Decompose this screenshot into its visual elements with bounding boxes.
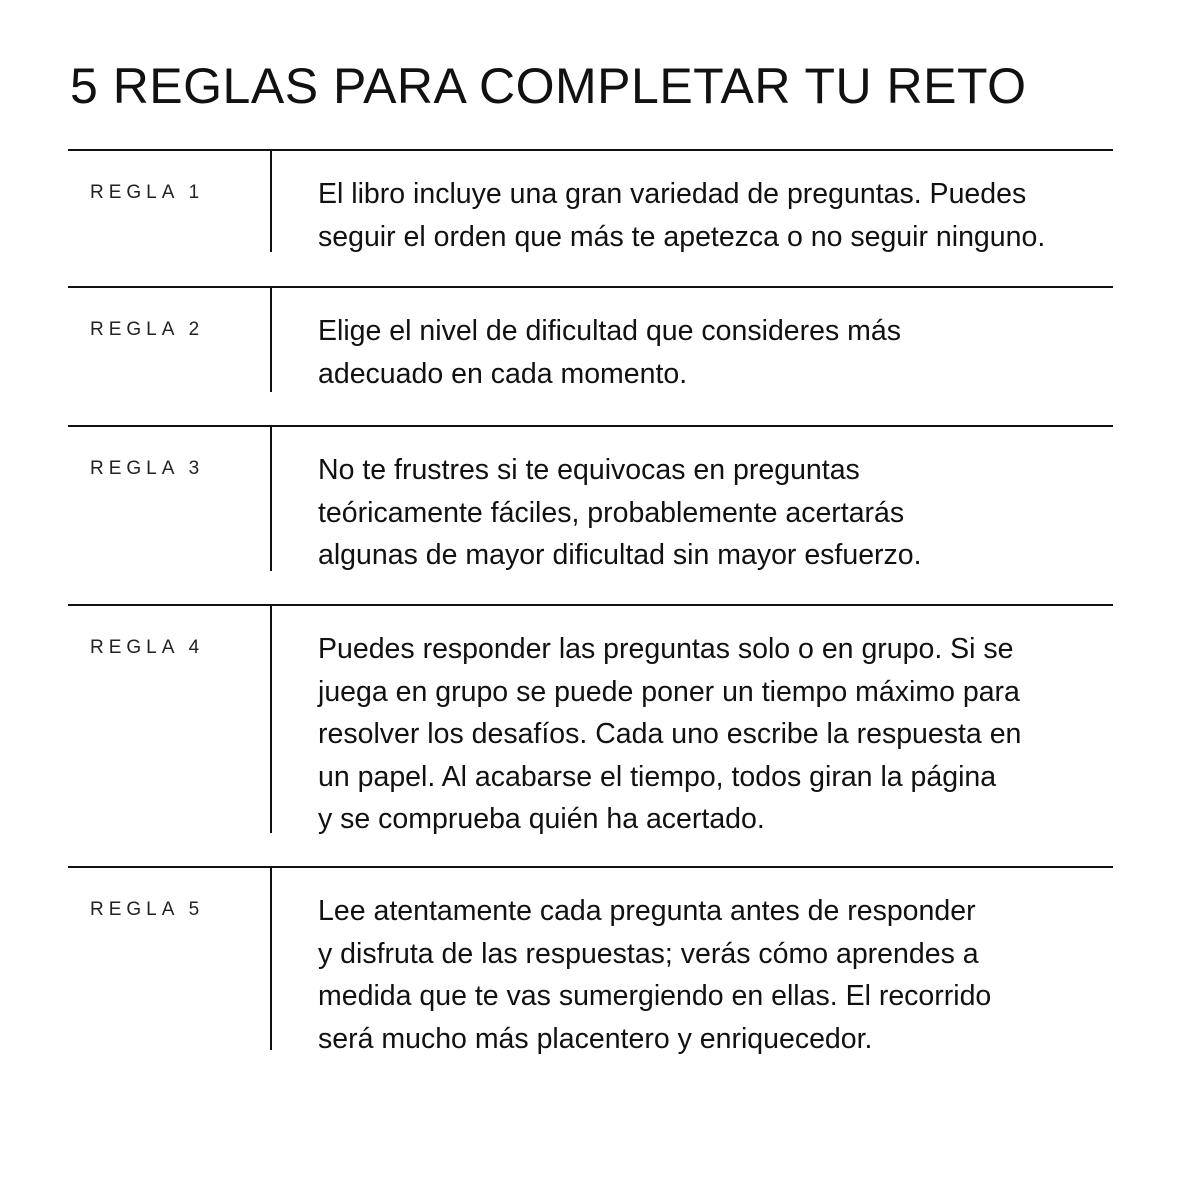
column-divider bbox=[270, 868, 272, 1050]
rule-text bbox=[318, 310, 1108, 395]
column-divider bbox=[270, 151, 272, 252]
rule-row-5 bbox=[68, 868, 1113, 1055]
rule-text-line: No te frustres si te equivocas en preguntas bbox=[318, 454, 860, 486]
rule-text-line: adecuado en cada momento. bbox=[318, 357, 688, 390]
rule-text-line: seguir el orden que más te apetezca o no seguir ninguno. bbox=[318, 220, 1046, 253]
rule-text-line: Elige el nivel de dificultad que consideres más bbox=[318, 315, 901, 347]
rule-text-line: Lee atentamente cada pregunta antes de responder bbox=[318, 895, 976, 927]
rule-row-2 bbox=[68, 288, 1113, 393]
rule-text-line: teóricamente fáciles, probablemente acertarás bbox=[318, 496, 905, 529]
rule-row-1 bbox=[68, 151, 1113, 253]
rule-text bbox=[318, 628, 1108, 841]
rule-text-line: medida que te vas sumergiendo en ellas. El recorrido bbox=[318, 980, 992, 1012]
rule-text-line: será mucho más placentero y enriquecedor. bbox=[318, 1022, 873, 1055]
rule-label: REGLA 5 bbox=[90, 899, 205, 920]
column-divider bbox=[270, 427, 272, 571]
rule-text bbox=[318, 890, 1108, 1060]
rule-label: REGLA 3 bbox=[90, 458, 205, 479]
rule-text-line: resolver los desafíos. Cada uno escribe la respuesta en bbox=[318, 718, 1022, 750]
rule-label: REGLA 1 bbox=[90, 182, 205, 203]
rule-text-line: y disfruta de las respuestas; verás cómo aprendes a bbox=[318, 937, 979, 970]
rule-text-line: juega en grupo se puede poner un tiempo máximo para bbox=[318, 675, 1020, 708]
rule-text-line: y se comprueba quién ha acertado. bbox=[318, 803, 765, 835]
rule-row-4 bbox=[68, 606, 1113, 834]
rule-text-line: algunas de mayor dificultad sin mayor esfuerzo. bbox=[318, 539, 922, 571]
rule-text-line: El libro incluye una gran variedad de preguntas. Puedes bbox=[318, 178, 1027, 210]
page-title: 5 REGLAS PARA COMPLETAR TU RETO bbox=[70, 58, 1027, 114]
rule-label: REGLA 2 bbox=[90, 319, 205, 340]
rule-text-line: Puedes responder las preguntas solo o en grupo. Si se bbox=[318, 633, 1014, 665]
column-divider bbox=[270, 288, 272, 392]
rule-text bbox=[318, 449, 1108, 577]
rule-row-3 bbox=[68, 427, 1113, 572]
column-divider bbox=[270, 606, 272, 833]
rule-text bbox=[318, 173, 1108, 258]
rule-text-line: un papel. Al acabarse el tiempo, todos giran la página bbox=[318, 760, 997, 793]
rule-label: REGLA 4 bbox=[90, 637, 205, 658]
